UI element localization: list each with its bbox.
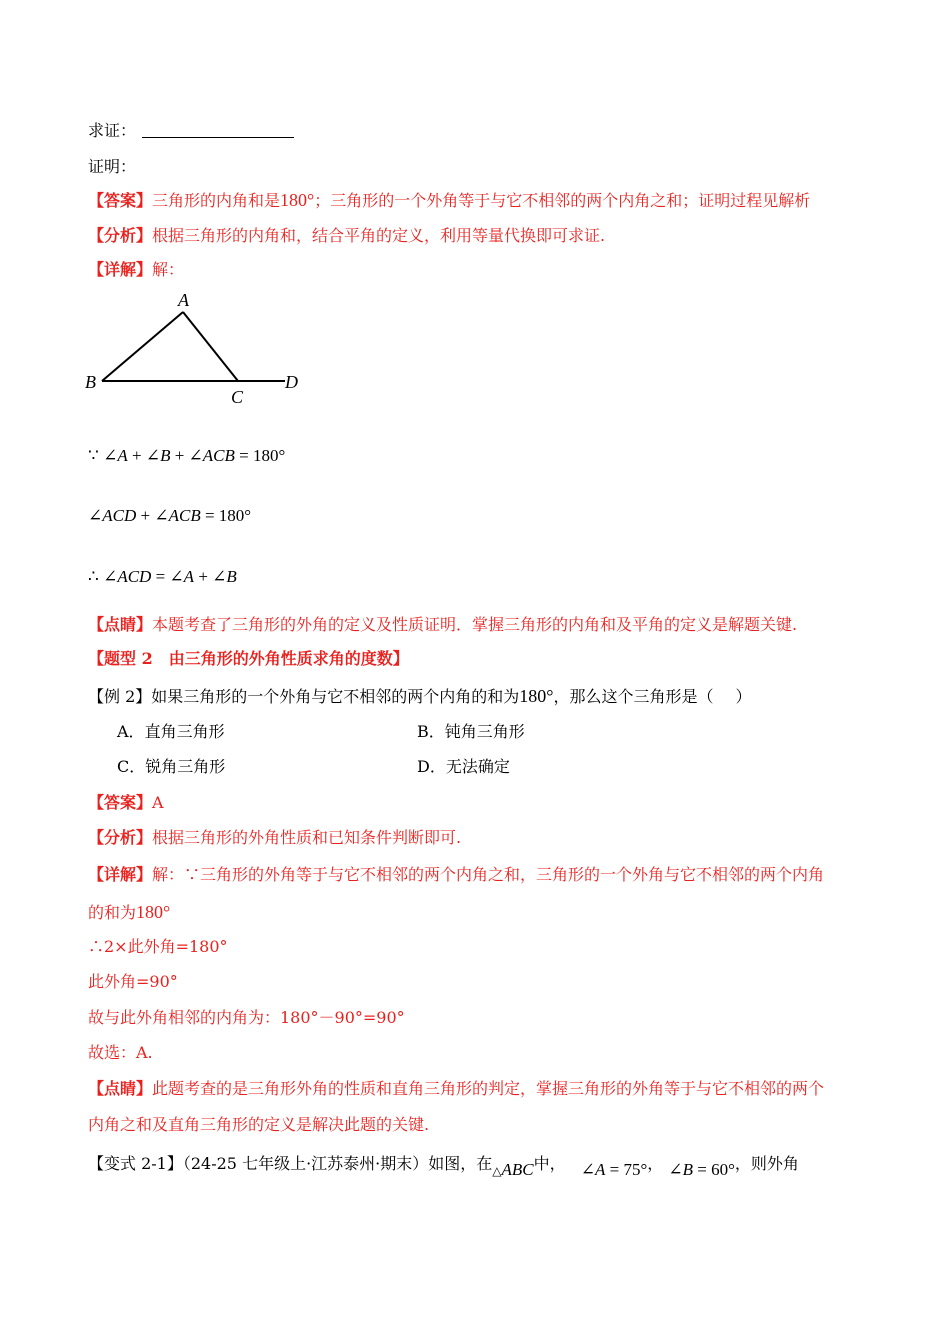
variant-sep: ， bbox=[647, 1154, 664, 1173]
variant-angle-a-value: 75° bbox=[623, 1160, 648, 1179]
comment-text: 本题考查了三角形的外角的定义及性质证明．掌握三角形的内角和及平角的定义是解题关键. bbox=[152, 615, 798, 634]
answer-tag: 【答案】 bbox=[88, 191, 153, 210]
equation-1: ∵ ∠A + ∠B + ∠ACB = 180° bbox=[88, 446, 286, 465]
ex2-analysis-text: 根据三角形的外角性质和已知条件判断即可. bbox=[152, 828, 462, 847]
option-a-text: 直角三角形 bbox=[144, 722, 225, 741]
ex2-detail-degree: 180° bbox=[136, 902, 171, 922]
ex2-detail-line-1 bbox=[88, 864, 824, 886]
option-b[interactable] bbox=[417, 721, 525, 743]
prove-label: 求证： bbox=[88, 121, 137, 140]
proof-label: 证明： bbox=[88, 157, 137, 176]
triangle-symbol: △ bbox=[492, 1164, 502, 1178]
variant-angle-b-value: 60° bbox=[711, 1160, 735, 1179]
eq2-angle-acd: ACD bbox=[102, 506, 137, 525]
option-b-letter: B． bbox=[417, 722, 445, 741]
ex2-comment-line-1 bbox=[88, 1078, 824, 1100]
variant-abc: ABC bbox=[501, 1160, 534, 1179]
ex2-step-1: ∴2×此外角=180° bbox=[88, 937, 228, 956]
because-symbol: ∵ bbox=[88, 446, 99, 465]
option-a[interactable] bbox=[117, 721, 225, 743]
answer-blank bbox=[142, 123, 294, 138]
ex2-analysis-tag: 【分析】 bbox=[88, 828, 153, 847]
variant-2-1-line: 【变式 2-1】（24-25 七年级上·江苏泰州·期末）如图，在$_\triangle$ABC中， ∠A = 75°， ∠B = 60°，则外角 bbox=[88, 1154, 799, 1179]
side-ab bbox=[102, 312, 183, 381]
answer-text-1: 三角形的内角和是 bbox=[152, 191, 281, 210]
example-2-question bbox=[88, 685, 752, 708]
eq2-rhs: 180° bbox=[218, 506, 252, 525]
ex2-answer-tag: 【答案】 bbox=[88, 793, 153, 812]
therefore-symbol: ∴ bbox=[88, 567, 99, 586]
eq3-angle-acd: ACD bbox=[117, 567, 152, 586]
option-a-letter: A． bbox=[117, 722, 145, 741]
eq1-angle-acb: ACB bbox=[202, 446, 235, 465]
variant-zhong: 中， bbox=[533, 1154, 566, 1173]
detail-tag: 【详解】 bbox=[88, 260, 153, 279]
prove-statement-line bbox=[88, 120, 294, 142]
section-title: 【题型 2 由三角形的外角性质求角的度数】 bbox=[88, 649, 409, 668]
ex2-answer-line bbox=[88, 792, 164, 814]
detail-text: 解： bbox=[152, 260, 185, 279]
eq2-angle-acb: ACB bbox=[168, 506, 201, 525]
ex2-answer: A bbox=[152, 793, 164, 812]
ex2-detail-text-1: 解：∵三角形的外角等于与它不相邻的两个内角之和，三角形的一个外角与它不相邻的两个内角 bbox=[152, 865, 825, 884]
eq3-angle-a: A bbox=[183, 567, 195, 586]
ex2-detail-line-2 bbox=[88, 901, 170, 924]
equation-2: ∠ACD + ∠ACB = 180° bbox=[88, 506, 252, 525]
ex2-comment-text-1: 此题考查的是三角形外角的性质和直角三角形的判定，掌握三角形的外角等于与它不相邻的两个 bbox=[152, 1079, 825, 1098]
option-d-letter: D． bbox=[417, 757, 446, 776]
ex2-step-2: 此外角=90° bbox=[88, 972, 178, 991]
example-2-text-3: ） bbox=[735, 687, 752, 706]
analysis-text: 根据三角形的内角和，结合平角的定义，利用等量代换即可求证. bbox=[152, 226, 606, 245]
eq1-angle-a: A bbox=[117, 446, 128, 465]
eq1-angle-b: B bbox=[160, 446, 171, 465]
option-c-text: 锐角三角形 bbox=[145, 757, 226, 776]
variant-angle-b: B bbox=[682, 1160, 693, 1179]
option-d-text: 无法确定 bbox=[445, 757, 510, 776]
option-c[interactable] bbox=[117, 756, 225, 778]
variant-tail: ，则外角 bbox=[734, 1154, 799, 1173]
analysis-line bbox=[88, 225, 605, 247]
ex2-step-4: 故选：A. bbox=[88, 1043, 153, 1062]
ex2-detail-tag: 【详解】 bbox=[88, 865, 153, 884]
eq1-rhs: 180° bbox=[253, 446, 286, 465]
example-2-tag: 【例 2】 bbox=[88, 687, 152, 706]
option-b-text: 钝角三角形 bbox=[444, 722, 525, 741]
equation-3: ∴ ∠ACD = ∠A + ∠B bbox=[88, 567, 237, 586]
label-c: C bbox=[231, 387, 244, 407]
ex2-comment-tag: 【点睛】 bbox=[88, 1079, 153, 1098]
answer-degree: 180° bbox=[280, 190, 315, 210]
comment-tag: 【点睛】 bbox=[88, 615, 153, 634]
label-b: B bbox=[85, 372, 96, 392]
ex2-analysis-line bbox=[88, 827, 461, 849]
comment-line bbox=[88, 614, 797, 636]
ex2-detail-text-2: 的和为 bbox=[88, 903, 137, 922]
triangle-figure bbox=[80, 285, 320, 415]
ex2-step-3: 故与此外角相邻的内角为：180°－90°=90° bbox=[88, 1008, 405, 1027]
label-d: D bbox=[285, 372, 298, 392]
example-2-degree: 180° bbox=[519, 686, 554, 706]
variant-source: （24-25 七年级上·江苏泰州·期末）如图，在 bbox=[182, 1154, 493, 1173]
example-2-text-1: 如果三角形的一个外角与它不相邻的两个内角的和为 bbox=[151, 687, 520, 706]
option-c-letter: C． bbox=[117, 757, 146, 776]
label-a: A bbox=[178, 290, 189, 310]
side-ac bbox=[183, 312, 238, 381]
variant-tag: 【变式 2-1】 bbox=[88, 1154, 183, 1173]
example-2-text-2: ，那么这个三角形是（ bbox=[553, 687, 714, 706]
answer-text-2: ；三角形的一个外角等于与它不相邻的两个内角之和；证明过程见解析 bbox=[314, 191, 811, 210]
eq3-angle-b: B bbox=[226, 567, 237, 586]
detail-line bbox=[88, 259, 184, 281]
variant-angle-a: A bbox=[594, 1160, 606, 1179]
analysis-tag: 【分析】 bbox=[88, 226, 153, 245]
answer-line bbox=[88, 189, 810, 212]
ex2-comment-line-2: 内角之和及直角三角形的定义是解决此题的关键. bbox=[88, 1115, 430, 1134]
option-d[interactable] bbox=[417, 756, 510, 778]
